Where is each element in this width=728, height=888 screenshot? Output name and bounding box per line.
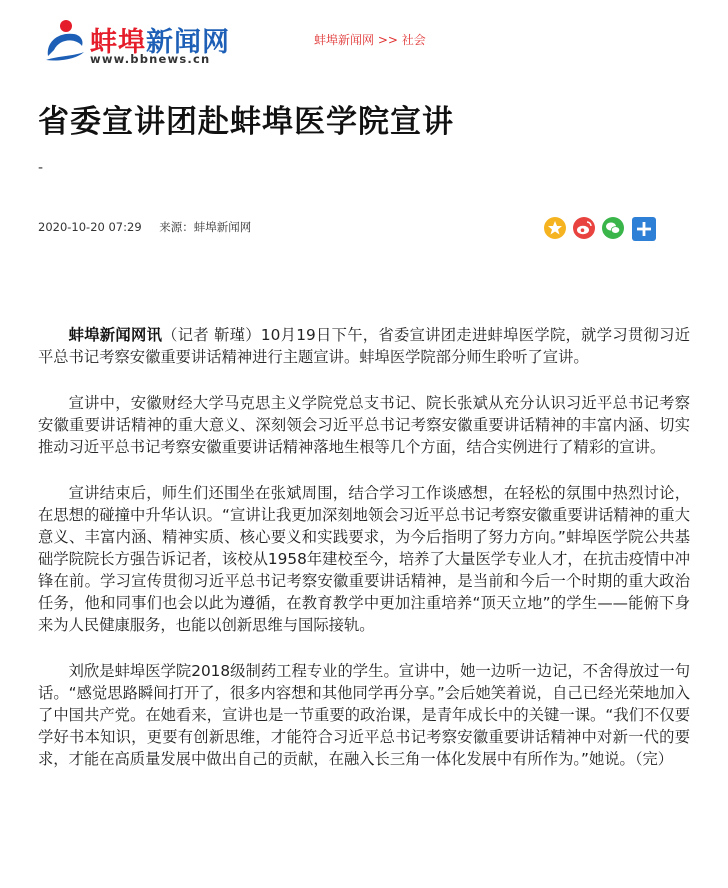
article-meta (38, 219, 251, 235)
site-header (0, 0, 728, 80)
article-source: 来源：蚌埠新闻网 (159, 220, 252, 234)
logo-text-part1: 蚌埠 (90, 27, 146, 58)
logo-text-part2: 新闻网 (146, 27, 230, 58)
article-paragraph: 宣讲中，安徽财经大学马克思主义学院党总支书记、院长张斌从充分认识习近平总书记考察安徽重要讲话精神的重大意义、深刻领会习近平总书记考察安徽重要讲话精神的丰富内涵、切实推动习近平总书记考察安徽重要讲话精神落地生根等几个方面，结合实例进行了精彩的宣讲。 (38, 394, 690, 456)
site-logo[interactable] (40, 12, 260, 72)
article-subtitle-dash: - (38, 160, 44, 176)
article-paragraph: 刘欣是蚌埠医学院2018级制药工程专业的学生。宣讲中，她一边听一边记，不舍得放过一句话。“感觉思路瞬间打开了，很多内容想和其他同学再分享。”会后她笑着说，自己已经光荣地加入了中国共产党。在她看来，宣讲也是一节重要的政治课，是青年成长中的关键一课。“我们不仅要学好书本知识，更要有创新思维，才能符合习近平总书记考察安徽重要讲话精神中对新一代的要求，才能在高质量发展中做出自己的贡献，在融入长三角一体化发展中有所作为。”她说。（完） (38, 662, 690, 768)
breadcrumb-section-link[interactable]: 社会 (401, 33, 426, 47)
logo-mark-icon (40, 16, 88, 64)
article-paragraph: 宣讲结束后，师生们还围坐在张斌周围，结合学习工作谈感想，在轻松的氛围中热烈讨论，在思想的碰撞中升华认识。“宣讲让我更加深刻地领会习近平总书记考察安徽重要讲话精神的重大意义、丰富内涵、精神实质、核心要义和实践要求，为今后指明了努力方向。”蚌埠医学院公共基础学院院长方强告诉记者，该校从1958年建校至今，培养了大量医学专业人才，在抗击疫情中冲锋在前。学习宣传贯彻习近平总书记考察安徽重要讲话精神，是当前和今后一个时期的重大政治任务，他和同事们也会以此为遵循，在教育教学中更加注重培养“顶天立地”的学生——能俯下身来为人民健康服务，也能以创新思维与国际接轨。 (38, 484, 690, 634)
article-paragraph (38, 324, 690, 368)
breadcrumb-home-link[interactable]: 蚌埠新闻网 (314, 33, 375, 47)
logo-url: www.bbnews.cn (90, 52, 211, 66)
article-title: 省委宣讲团赴蚌埠医学院宣讲 (38, 104, 454, 140)
breadcrumb (314, 31, 426, 48)
article-lead-text: （记者 靳瑾）10月19日下午，省委宣讲团走进蚌埠医学院，就学习贯彻习近平总书记考察安徽重要讲话精神进行主题宣讲。蚌埠医学院部分师生聆听了宣讲。 (38, 326, 690, 366)
breadcrumb-separator: >> (377, 33, 398, 47)
article-lead-bold: 蚌埠新闻网讯 (68, 326, 163, 344)
qzone-icon[interactable] (544, 217, 566, 239)
wechat-icon[interactable] (602, 217, 624, 239)
article-body (38, 324, 690, 794)
more-share-icon[interactable] (632, 217, 656, 241)
article-datetime: 2020-10-20 07:29 (38, 220, 142, 234)
weibo-icon[interactable] (573, 217, 595, 239)
